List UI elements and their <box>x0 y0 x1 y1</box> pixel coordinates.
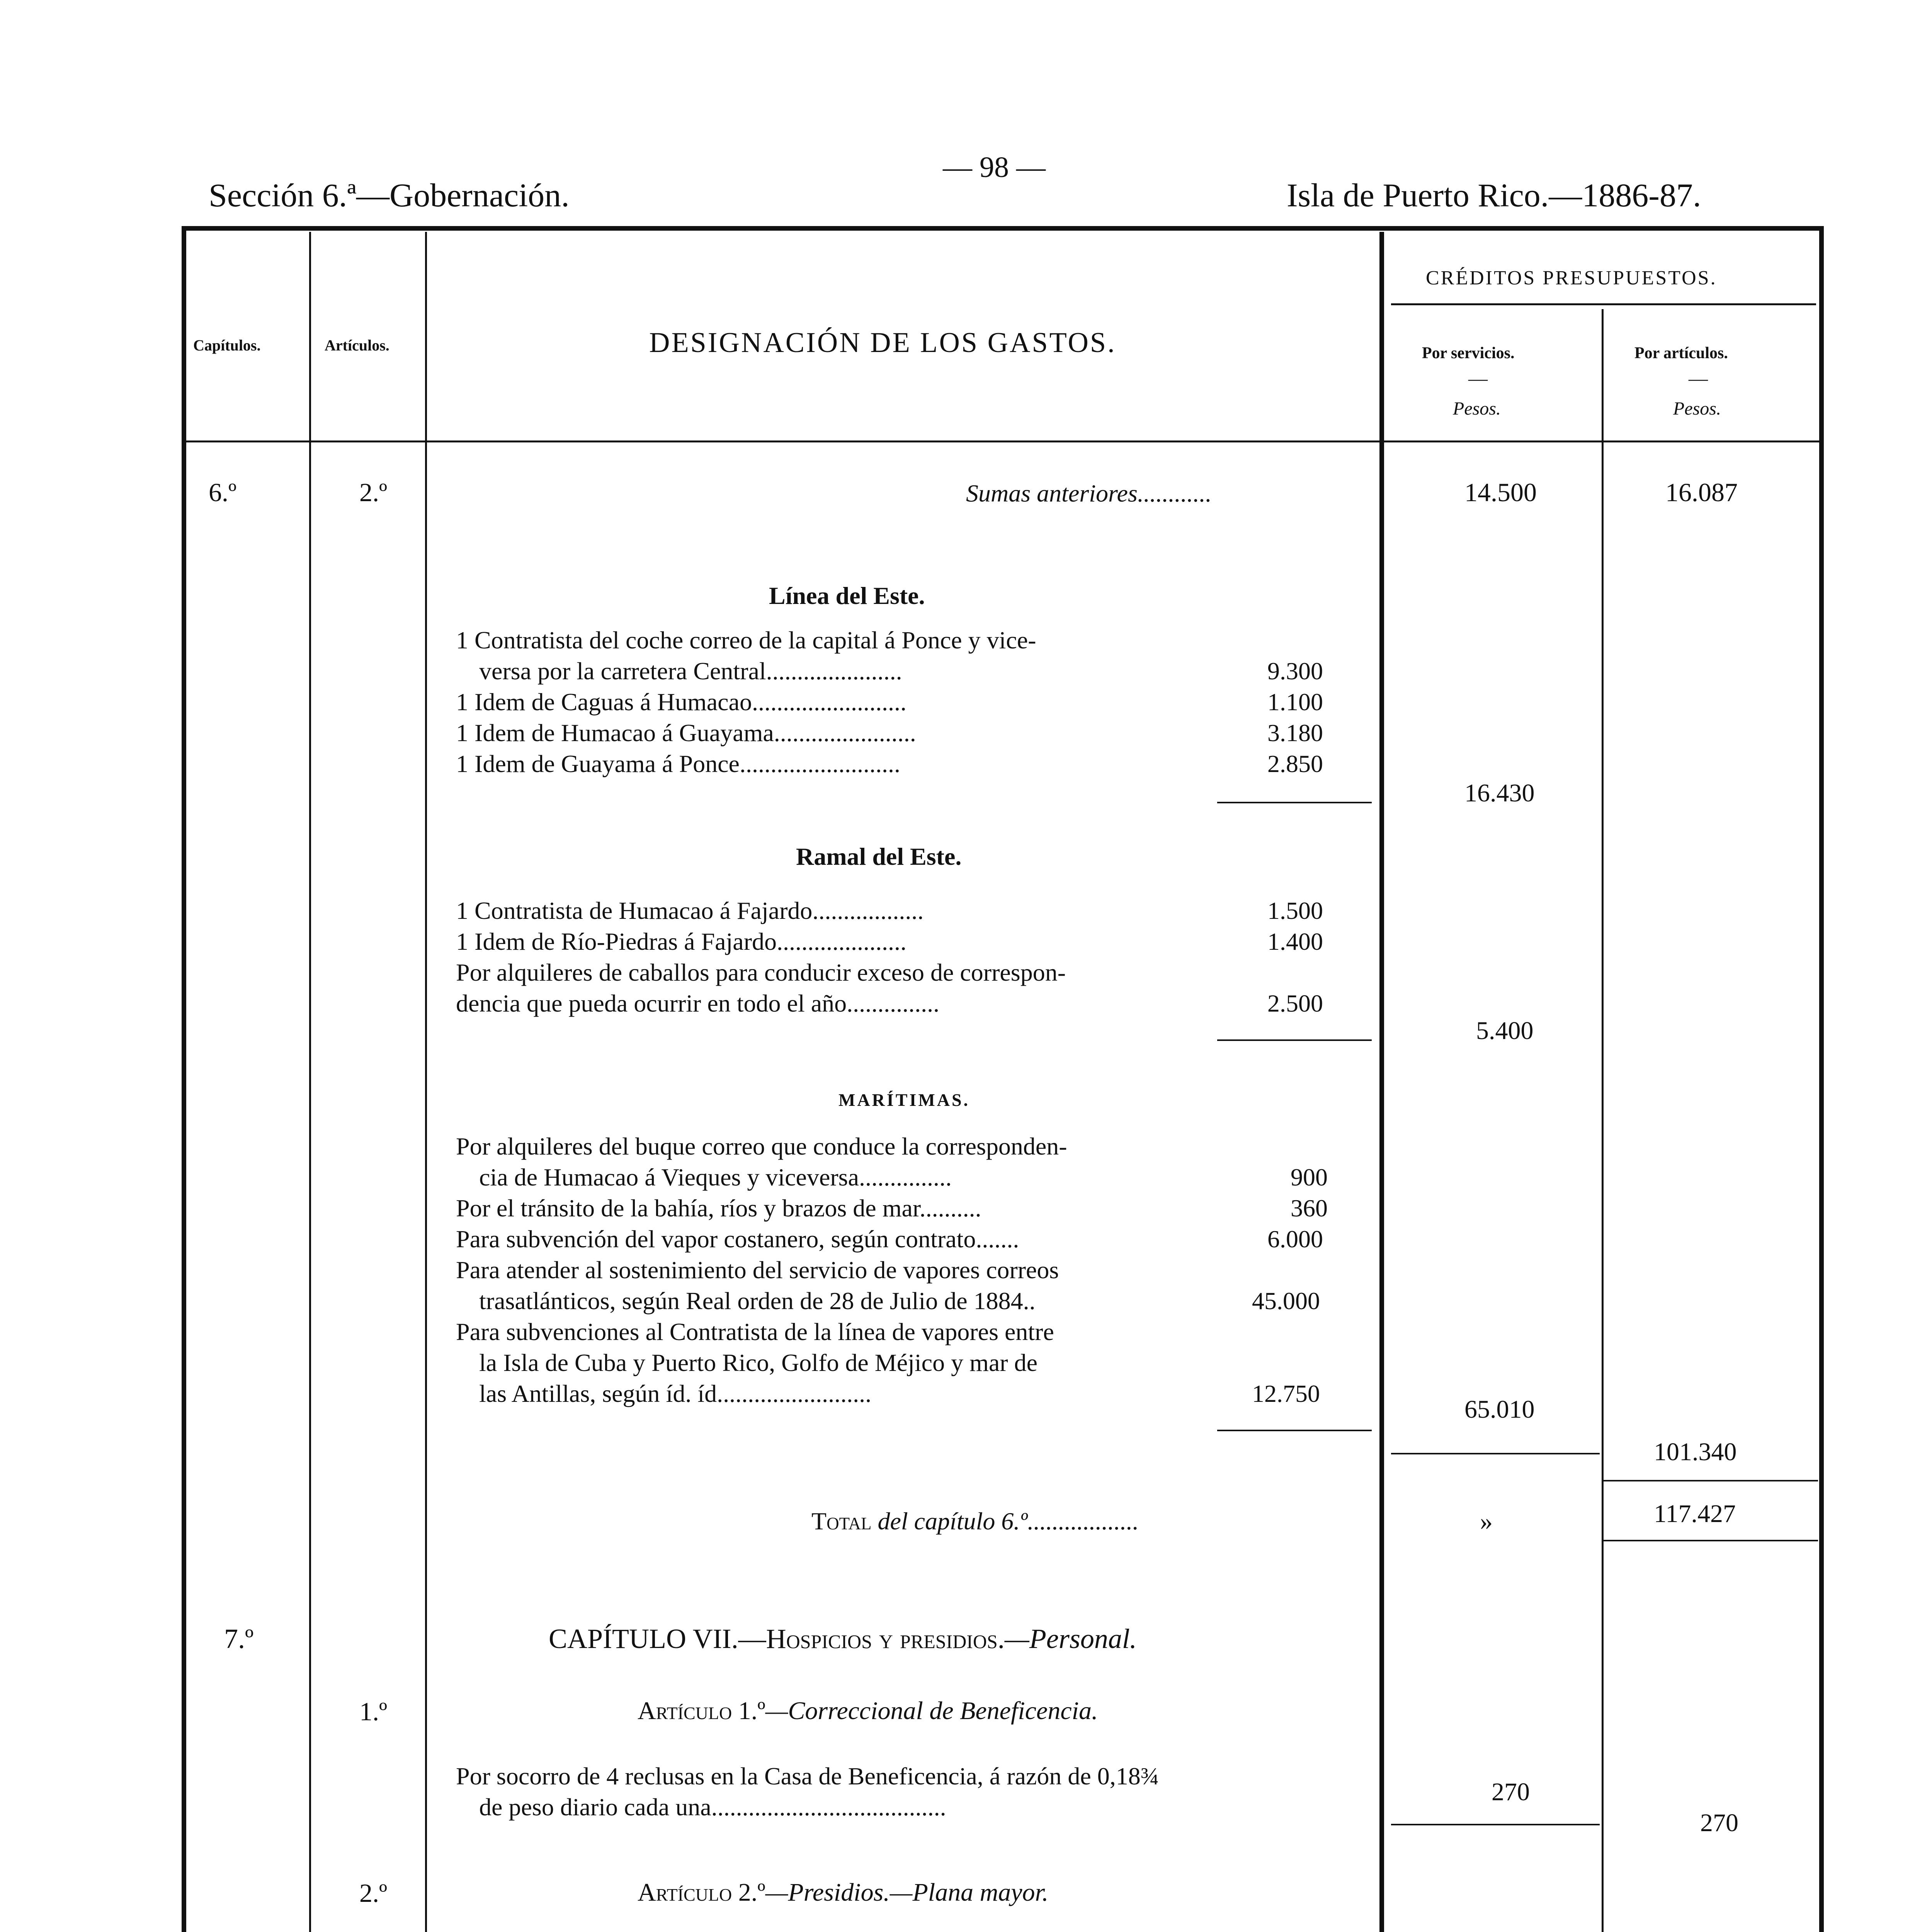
col-creditos: CRÉDITOS PRESUPUESTOS. <box>1426 267 1717 289</box>
cap7-title <box>549 1623 1137 1655</box>
total-cap6-label-detail: del capítulo 6.º.................. <box>878 1507 1139 1535</box>
cap7-art2-title-it: —Presidios.—Plana mayor. <box>765 1878 1049 1906</box>
col-cap-rule <box>309 232 311 1932</box>
maritimas-item-5-l3: las Antillas, según íd. íd......................... <box>479 1380 872 1407</box>
linea-este-item-2: 1 Idem de Caguas á Humacao......................... <box>456 688 906 716</box>
linea-este-item-3: 1 Idem de Humacao á Guayama....................... <box>456 719 916 747</box>
ramal-este-item-3-value: 2.500 <box>1267 990 1323 1017</box>
cap7-art1-rule <box>1391 1824 1600 1825</box>
maritimas-title: MARÍTIMAS. <box>838 1090 970 1110</box>
maritimas-item-5-value: 12.750 <box>1252 1380 1320 1407</box>
ramal-este-item-2: 1 Idem de Río-Piedras á Fajardo..................... <box>456 928 906 955</box>
top-rule <box>182 226 1824 231</box>
maritimas-item-4-value: 45.000 <box>1252 1287 1320 1315</box>
cap-6: 6.º <box>209 478 237 507</box>
maritimas-item-3-value: 6.000 <box>1267 1225 1323 1253</box>
cap7-art1-title-sc: Artículo 1.º <box>638 1697 765 1725</box>
cap7-art1-title-it: —Correccional de Beneficencia. <box>765 1697 1098 1725</box>
cap7-title-it: —Personal. <box>1004 1623 1137 1654</box>
cap7-art1-servicios: 270 <box>1492 1778 1530 1806</box>
ramal-este-item-3-l2: dencia que pueda ocurrir en todo el año............... <box>456 990 940 1017</box>
cap7-title-sc: Hospicios y presidios. <box>766 1623 1005 1654</box>
maritimas-item-2-value: 360 <box>1291 1194 1328 1222</box>
maritimas-item-5-l2: la Isla de Cuba y Puerto Rico, Golfo de Méjico y mar de <box>479 1349 1037 1376</box>
total-cap6-top-rule <box>1604 1480 1818 1481</box>
col-pesos-serv: Pesos. <box>1453 398 1501 419</box>
cap7-art2-title <box>638 1878 1048 1907</box>
linea-este-title: Línea del Este. <box>769 582 925 609</box>
total-cap6-articulos: 117.427 <box>1654 1500 1736 1528</box>
linea-este-item-1-l2: versa por la carretera Central...................... <box>479 657 902 685</box>
articulo-2-total: 101.340 <box>1654 1438 1737 1466</box>
right-rule <box>1819 226 1824 1932</box>
cap7-art1-title <box>638 1696 1098 1726</box>
maritimas-item-1-value: 900 <box>1291 1163 1328 1191</box>
col-pesos-art: Pesos. <box>1673 398 1721 419</box>
maritimas-item-4-l2: trasatlánticos, según Real orden de 28 de Julio de 1884.. <box>479 1287 1036 1315</box>
col-dash-art: — <box>1689 367 1708 389</box>
linea-este-item-4-value: 2.850 <box>1267 750 1323 777</box>
art-2: 2.º <box>359 478 388 507</box>
linea-este-item-4: 1 Idem de Guayama á Ponce.......................... <box>456 750 900 777</box>
ramal-este-title: Ramal del Este. <box>796 843 962 870</box>
maritimas-total: 65.010 <box>1464 1395 1535 1423</box>
left-rule <box>182 226 186 1932</box>
ramal-este-subtotal-rule <box>1217 1039 1372 1041</box>
cap7-art1-articulos: 270 <box>1700 1809 1738 1837</box>
maritimas-item-2: Por el tránsito de la bahía, ríos y brazos de mar.......... <box>456 1194 981 1222</box>
linea-este-subtotal-rule <box>1217 802 1372 803</box>
linea-este-item-1-value: 9.300 <box>1267 657 1323 685</box>
maritimas-item-1-l1: Por alquileres del buque correo que conduce la corresponden- <box>456 1133 1067 1160</box>
cap7-title-main: CAPÍTULO VII.— <box>549 1623 766 1654</box>
col-articulos: Artículos. <box>325 337 389 354</box>
linea-este-total: 16.430 <box>1464 779 1535 807</box>
linea-este-item-2-value: 1.100 <box>1267 688 1323 716</box>
ramal-este-item-3-l1: Por alquileres de caballos para conducir exceso de correspon- <box>456 959 1066 986</box>
col-artv-rule <box>1602 309 1604 1932</box>
ramal-este-item-1: 1 Contratista de Humacao á Fajardo.................. <box>456 897 924 924</box>
col-dash-serv: — <box>1468 367 1488 389</box>
linea-este-item-3-value: 3.180 <box>1267 719 1323 747</box>
total-cap6-bottom-rule <box>1604 1540 1818 1541</box>
creditos-underline <box>1391 303 1816 305</box>
linea-este-item-1-l1: 1 Contratista del coche correo de la capital á Ponce y vice- <box>456 626 1036 654</box>
header-bottom-rule <box>186 440 1819 442</box>
col-por-articulos: Por artículos. <box>1634 344 1728 362</box>
ramal-este-total: 5.400 <box>1476 1017 1534 1045</box>
header-section: Sección 6.ª—Gobernación. <box>209 177 570 214</box>
header-region: Isla de Puerto Rico.—1886-87. <box>1287 177 1701 214</box>
maritimas-item-4-l1: Para atender al sostenimiento del servicio de vapores correos <box>456 1256 1059 1284</box>
cap7-art1-l2: de peso diario cada una...................................... <box>479 1793 946 1821</box>
servicios-subtotal-rule <box>1391 1453 1600 1454</box>
maritimas-item-3: Para subvención del vapor costanero, según contrato....... <box>456 1225 1019 1253</box>
sumas-anteriores-servicios: 14.500 <box>1464 478 1537 507</box>
maritimas-subtotal-rule <box>1217 1430 1372 1431</box>
cap7-art-2: 2.º <box>359 1878 388 1908</box>
col-serv-rule <box>1379 232 1384 1932</box>
sumas-anteriores-label: Sumas anteriores............ <box>966 480 1212 507</box>
total-cap6-label-total: Total <box>811 1507 872 1535</box>
ramal-este-item-2-value: 1.400 <box>1267 928 1323 955</box>
cap-7: 7.º <box>224 1623 254 1654</box>
total-cap6-label <box>811 1507 1139 1536</box>
page-number: — 98 — <box>943 151 1046 184</box>
col-art-rule <box>425 232 427 1932</box>
cap7-art2-title-sc: Artículo 2.º <box>638 1878 765 1906</box>
col-designacion: DESIGNACIÓN DE LOS GASTOS. <box>649 327 1116 359</box>
maritimas-item-1-l2: cia de Humacao á Vieques y viceversa............... <box>479 1163 952 1191</box>
sumas-anteriores-articulos: 16.087 <box>1665 478 1738 507</box>
col-por-servicios: Por servicios. <box>1422 344 1515 362</box>
cap7-art-1: 1.º <box>359 1697 388 1726</box>
maritimas-item-5-l1: Para subvenciones al Contratista de la línea de vapores entre <box>456 1318 1054 1345</box>
total-cap6-servicios: » <box>1480 1507 1493 1536</box>
ramal-este-item-1-value: 1.500 <box>1267 897 1323 924</box>
col-capitulos: Capítulos. <box>193 337 261 354</box>
cap7-art1-l1: Por socorro de 4 reclusas en la Casa de Beneficencia, á razón de 0,18¾ <box>456 1762 1159 1790</box>
